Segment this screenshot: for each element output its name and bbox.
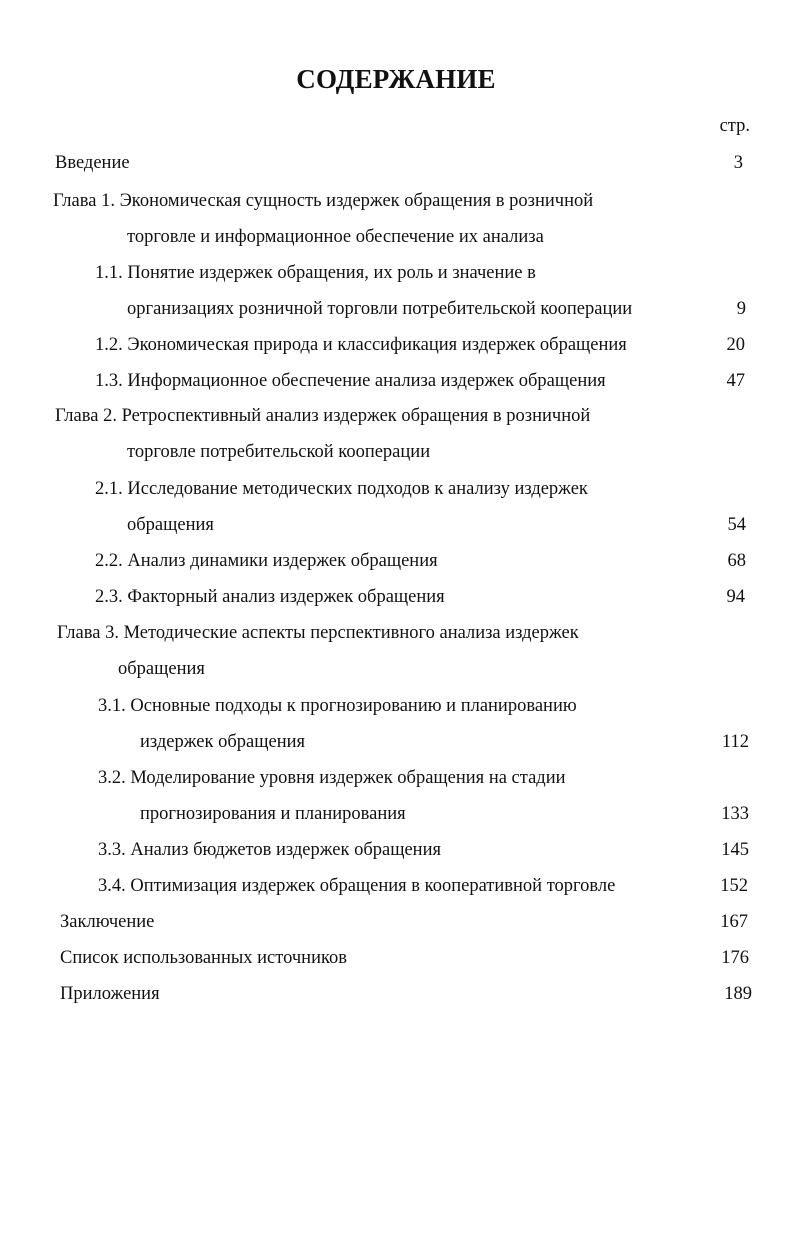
- toc-page-2-2: 68: [727, 551, 746, 571]
- toc-page-1-2: 20: [726, 335, 745, 355]
- toc-chapter-3-line1: Глава 3. Методические аспекты перспективного анализа издержек: [57, 623, 579, 643]
- toc-page-3-1: 112: [721, 732, 749, 752]
- toc-section-2-1-line1: 2.1. Исследование методических подходов к анализу издержек: [95, 479, 588, 499]
- page-title: СОДЕРЖАНИЕ: [296, 64, 496, 94]
- toc-page-3-2: 133: [721, 804, 749, 824]
- toc-page-appendix: 189: [724, 984, 752, 1004]
- toc-section-1-2: 1.2. Экономическая природа и классификация издержек обращения: [95, 335, 627, 355]
- toc-section-3-1-line2: издержек обращения: [140, 732, 306, 752]
- toc-page-conclusion: 167: [720, 912, 748, 932]
- toc-chapter-1-line2: торговле и информационное обеспечение их анализа: [127, 227, 544, 247]
- toc-page-2-1: 54: [727, 515, 746, 535]
- toc-section-1-1-line2: организациях розничной торговли потребительской кооперации: [127, 299, 633, 319]
- toc-section-2-2: 2.2. Анализ динамики издержек обращения: [95, 551, 438, 571]
- toc-page-2-3: 94: [726, 587, 745, 607]
- toc-chapter-2-line2: торговле потребительской кооперации: [127, 442, 431, 462]
- toc-page-1-3: 47: [726, 371, 745, 391]
- toc-page-sources: 176: [721, 948, 749, 968]
- toc-entry-appendix: Приложения: [60, 984, 160, 1004]
- toc-section-3-1-line1: 3.1. Основные подходы к прогнозированию и планированию: [98, 696, 577, 716]
- toc-chapter-2-line1: Глава 2. Ретроспективный анализ издержек обращения в розничной: [55, 406, 591, 426]
- toc-section-2-1-line2: обращения: [127, 515, 214, 535]
- toc-section-3-3: 3.3. Анализ бюджетов издержек обращения: [98, 840, 441, 860]
- toc-page-3-4: 152: [720, 876, 748, 896]
- toc-section-3-2-line2: прогнозирования и планирования: [140, 804, 406, 824]
- page-column-header: стр.: [719, 116, 750, 136]
- toc-page-1-1: 9: [736, 299, 746, 319]
- toc-section-3-4: 3.4. Оптимизация издержек обращения в кооперативной торговле: [98, 876, 616, 896]
- toc-section-2-3: 2.3. Факторный анализ издержек обращения: [95, 587, 445, 607]
- toc-section-1-3: 1.3. Информационное обеспечение анализа издержек обращения: [95, 371, 606, 391]
- toc-entry-sources: Список использованных источников: [60, 948, 348, 968]
- toc-section-1-1-line1: 1.1. Понятие издержек обращения, их роль и значение в: [95, 263, 536, 283]
- toc-chapter-1-line1: Глава 1. Экономическая сущность издержек обращения в розничной: [53, 191, 594, 211]
- toc-page-3-3: 145: [721, 840, 749, 860]
- toc-chapter-3-line2: обращения: [118, 659, 205, 679]
- toc-section-3-2-line1: 3.2. Моделирование уровня издержек обращения на стадии: [98, 768, 566, 788]
- toc-entry-intro: Введение: [55, 153, 130, 173]
- toc-page-intro: 3: [733, 153, 743, 173]
- toc-entry-conclusion: Заключение: [60, 912, 155, 932]
